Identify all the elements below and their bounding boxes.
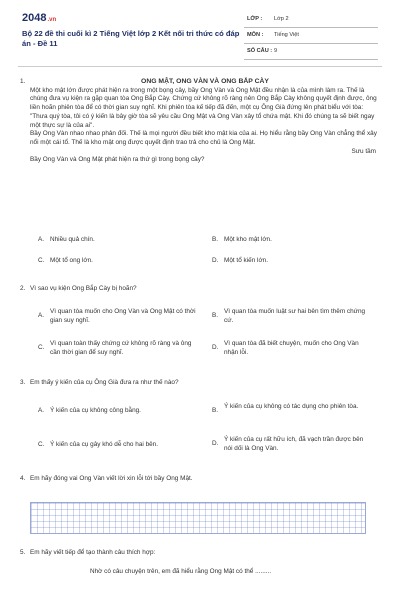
question-2 (20, 285, 380, 294)
question-number: 2. (20, 285, 26, 292)
story-title: ONG MẬT, ONG VÀN VÀ ONG BẮP CÀY (141, 78, 269, 85)
meta-value: Tiếng Việt (274, 32, 299, 38)
option-b[interactable] (212, 308, 372, 325)
question-number: 1. (20, 78, 26, 85)
option-text: Ý kiến của cụ gây khó dễ cho hai bên. (50, 441, 159, 448)
option-label: A. (38, 236, 45, 243)
question-number: 4. (20, 475, 26, 482)
question-3 (20, 379, 380, 388)
header-divider (18, 66, 382, 67)
document-title: Bộ 22 đề thi cuối kì 2 Tiếng Việt lớp 2 Kết nối tri thức có đáp án - Đề 11 (22, 29, 240, 48)
option-text: Vì quan toàn thấy chứng cứ không rõ ràng và ông cần thời gian để suy nghĩ. (50, 340, 192, 356)
option-c[interactable] (38, 441, 198, 450)
option-d[interactable] (212, 436, 372, 453)
option-text: Một tổ ong lớn. (50, 257, 93, 264)
option-a[interactable] (38, 407, 198, 416)
option-text: Ý kiến của cụ không có tác dụng cho phiên tòa. (224, 403, 359, 410)
option-b[interactable] (212, 236, 372, 245)
meta-value: Lớp 2 (274, 16, 289, 22)
option-label: A. (38, 312, 45, 319)
question-5 (20, 549, 380, 558)
option-label: B. (212, 236, 219, 243)
option-label: D. (212, 344, 219, 351)
option-text: Vì quan tòa đã biết chuyện, muốn cho Ong Vàn nhận lỗi. (224, 340, 359, 356)
option-text: Nhiều quả chín. (50, 236, 95, 243)
meta-row-grade (244, 12, 378, 28)
question-number: 3. (20, 379, 26, 386)
option-text: Vì quan tòa muốn cho Ong Vàn và Ong Mật có thời gian suy nghĩ. (50, 308, 196, 324)
meta-key: LỚP : (247, 16, 263, 22)
option-label: D. (212, 257, 219, 264)
option-label: C. (38, 257, 45, 264)
option-text: Ý kiến của cụ rất hữu ích, đã vạch trần được bên nói dối là Ong Vàn. (224, 436, 364, 452)
question-prompt: Em hãy viết tiếp để tạo thành câu thích hợp: (30, 549, 156, 556)
option-label: D. (212, 440, 219, 447)
option-text: Ý kiến của cụ không công bằng. (50, 407, 141, 414)
option-b[interactable] (212, 403, 372, 412)
meta-key: MÔN : (247, 32, 264, 38)
option-label: C. (38, 344, 45, 351)
option-label: A. (38, 407, 45, 414)
story-source: Sưu tầm (351, 147, 376, 155)
meta-key: SỐ CÂU : (247, 48, 273, 54)
option-label: C. (38, 441, 45, 448)
document-header (22, 12, 378, 58)
story-paragraph: Một kho mật lớn được phát hiện ra trong một bọng cây, bầy Ong Vàn và Ong Mật đều nhận là của mình làm ra. Thế là chúng đưa vụ kiện ra gặp quan tòa Ong Bắp Cày. Chứng cứ không rõ ràng nên Ong Bắp Cày không quyết định được, ông liền hoãn phiên tòa để có thời gian suy nghĩ. Khi phiên tòa kế tiếp đã đến, một cụ Ông Già đứng lên phát biểu với tòa: "Thưa quý tòa, tôi có ý kiến là bây giờ tòa sẽ yêu cầu Ong Mật và Ong Vàn xây tổ chứa mật. Khi đó chúng ta sẽ biết ngay một thực sự là của ai". (30, 86, 377, 129)
logo-suffix: .vn (47, 17, 57, 23)
question-1 (20, 78, 380, 165)
question-prompt: Vì sao vụ kiện Ong Bắp Cày bị hoãn? (30, 285, 137, 292)
option-text: Một kho mật lớn. (224, 236, 272, 243)
option-c[interactable] (38, 257, 188, 266)
question-prompt: Em thấy ý kiến của cụ Ông Già đưa ra như thế nào? (30, 379, 179, 386)
meta-row-count (244, 44, 378, 60)
question-4 (20, 475, 380, 484)
question-prompt: Em hãy đóng vai Ong Vàn viết lời xin lỗi tới bầy Ong Mật. (30, 475, 193, 482)
option-c[interactable] (38, 340, 198, 357)
story-paragraph: Bầy Ong Vàn nhao nhao phản đối. Thế là mọi người đều biết kho mật kia của ai. Họ hiểu rằng bầy Ong Vàn chẳng thể xây nổi một cái tổ. Thế là kho mật ong được quyết định trao trả cho chủ là Ong Mật. (30, 130, 377, 146)
option-label: B. (212, 312, 219, 319)
logo-main: 2048 (22, 12, 47, 24)
option-d[interactable] (212, 257, 372, 266)
fill-in-sentence[interactable]: Nhờ có câu chuyện trên, em đã hiểu rằng Ong Mật có thể ......... (90, 568, 272, 575)
answer-writing-grid[interactable] (30, 502, 366, 534)
meta-table (244, 12, 378, 60)
option-a[interactable] (38, 236, 188, 245)
option-label: B. (212, 407, 219, 414)
question-number: 5. (20, 549, 26, 556)
site-logo[interactable] (22, 12, 56, 24)
meta-row-subject (244, 28, 378, 44)
question-prompt: Bầy Ong Vàn và Ong Mật phát hiện ra thứ gì trong bọng cây? (30, 156, 205, 164)
option-text: Một tổ kiến lớn. (224, 257, 268, 264)
meta-value: 9 (274, 48, 278, 54)
option-a[interactable] (38, 308, 198, 325)
option-d[interactable] (212, 340, 372, 357)
option-text: Vì quan tòa muốn luật sư hai bên tìm thêm chứng cứ. (224, 308, 366, 324)
